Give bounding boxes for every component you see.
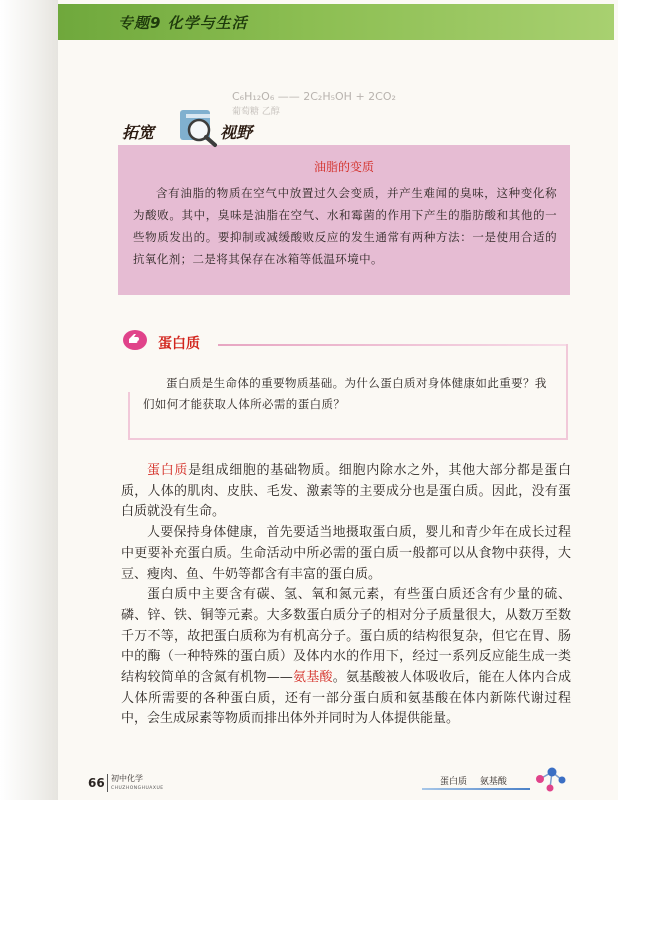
term-protein: 蛋白质: [147, 463, 189, 478]
section-title: 蛋白质: [158, 336, 200, 352]
chapter-title: 专题9 化学与生活: [118, 14, 248, 32]
paragraph-3: [121, 585, 571, 730]
page-gutter: [0, 0, 58, 800]
paragraph-1: [121, 461, 571, 523]
page-number: 66: [88, 776, 105, 790]
paragraph-2: 人要保持身体健康，首先要适当地摄取蛋白质，婴儿和青少年在成长过程中更要补充蛋白质。生命活动中所必需的蛋白质一般都可以从食物中获得，大豆、瘦肉、鱼、牛奶等都含有丰富的蛋白质。: [121, 525, 571, 582]
paragraph-3-text-a: 蛋白质中主要含有碳、氢、氧和氮元素，有些蛋白质还含有少量的硫、磷、锌、铁、铜等元素。大多数蛋白质分子的相对分子质量很大，从数万至数千万不等，故把蛋白质称为有机高分子。蛋白质的结构很复杂，但它在胃、肠中的酶（一种特殊的蛋白质）及体内水的作用下，经过一系列反应能生成一类结构较简单的含氮有机物——: [121, 587, 571, 686]
section-rule: [218, 344, 568, 346]
term-amino-acid: 氨基酸: [292, 670, 333, 686]
footer-book-subtitle: CHUZHONGHUAXUE: [111, 786, 164, 791]
extension-label-right: 视野: [220, 123, 253, 142]
extension-label-left: 拓宽: [122, 123, 155, 142]
paragraph-3-text-b: 。氨基酸被人体吸收后，能在人体内合成人体所需要的各种蛋白质，还有一部分蛋白质和氨基酸在体内新陈代谢过程中，会生成尿素等物质而排出体外并同时为人体提供能量。: [121, 670, 571, 727]
footer-rule: [422, 788, 530, 790]
body-text: [121, 461, 571, 730]
extension-label: [120, 108, 260, 142]
section-frame-bottom: [128, 438, 568, 440]
section-question: 蛋白质是生命体的重要物质基础。为什么蛋白质对身体健康如此重要？我们如何才能获取人体所必需的蛋白质？: [143, 376, 547, 411]
section-frame-left: [128, 392, 130, 440]
molecule-icon: [530, 764, 570, 794]
bleedthrough-formula: C₆H₁₂O₆ —— 2C₂H₅OH + 2CO₂: [232, 90, 396, 103]
extension-text: 含有油脂的物质在空气中放置过久会变质，并产生难闻的臭味，这种变化称为酸败。其中，臭味是油脂在空气、水和霉菌的作用下产生的脂肪酸和其他的一些物质发出的。要抑制或减缓酸败反应的发生通常有两种方法：一是使用合适的抗氧化剂；二是将其保存在冰箱等低温环境中。: [133, 186, 557, 266]
footer-book: [111, 774, 164, 794]
extension-title: 油脂的变质: [313, 160, 374, 174]
footer-divider: [107, 774, 108, 792]
pointing-hand-icon: [122, 329, 148, 351]
magnifier-icon: [174, 108, 220, 148]
footer-book-title: 初中化学: [111, 774, 143, 783]
footer-keywords: 蛋白质 氨基酸: [440, 777, 507, 787]
bleedthrough-caption: 葡萄糖 乙醇: [232, 107, 280, 117]
paragraph-1-text: 是组成细胞的基础物质。细胞内除水之外，其他大部分都是蛋白质，人体的肌肉、皮肤、毛发、激素等的主要成分也是蛋白质。因此，没有蛋白质就没有生命。: [121, 463, 571, 520]
section-frame-right: [566, 344, 568, 439]
